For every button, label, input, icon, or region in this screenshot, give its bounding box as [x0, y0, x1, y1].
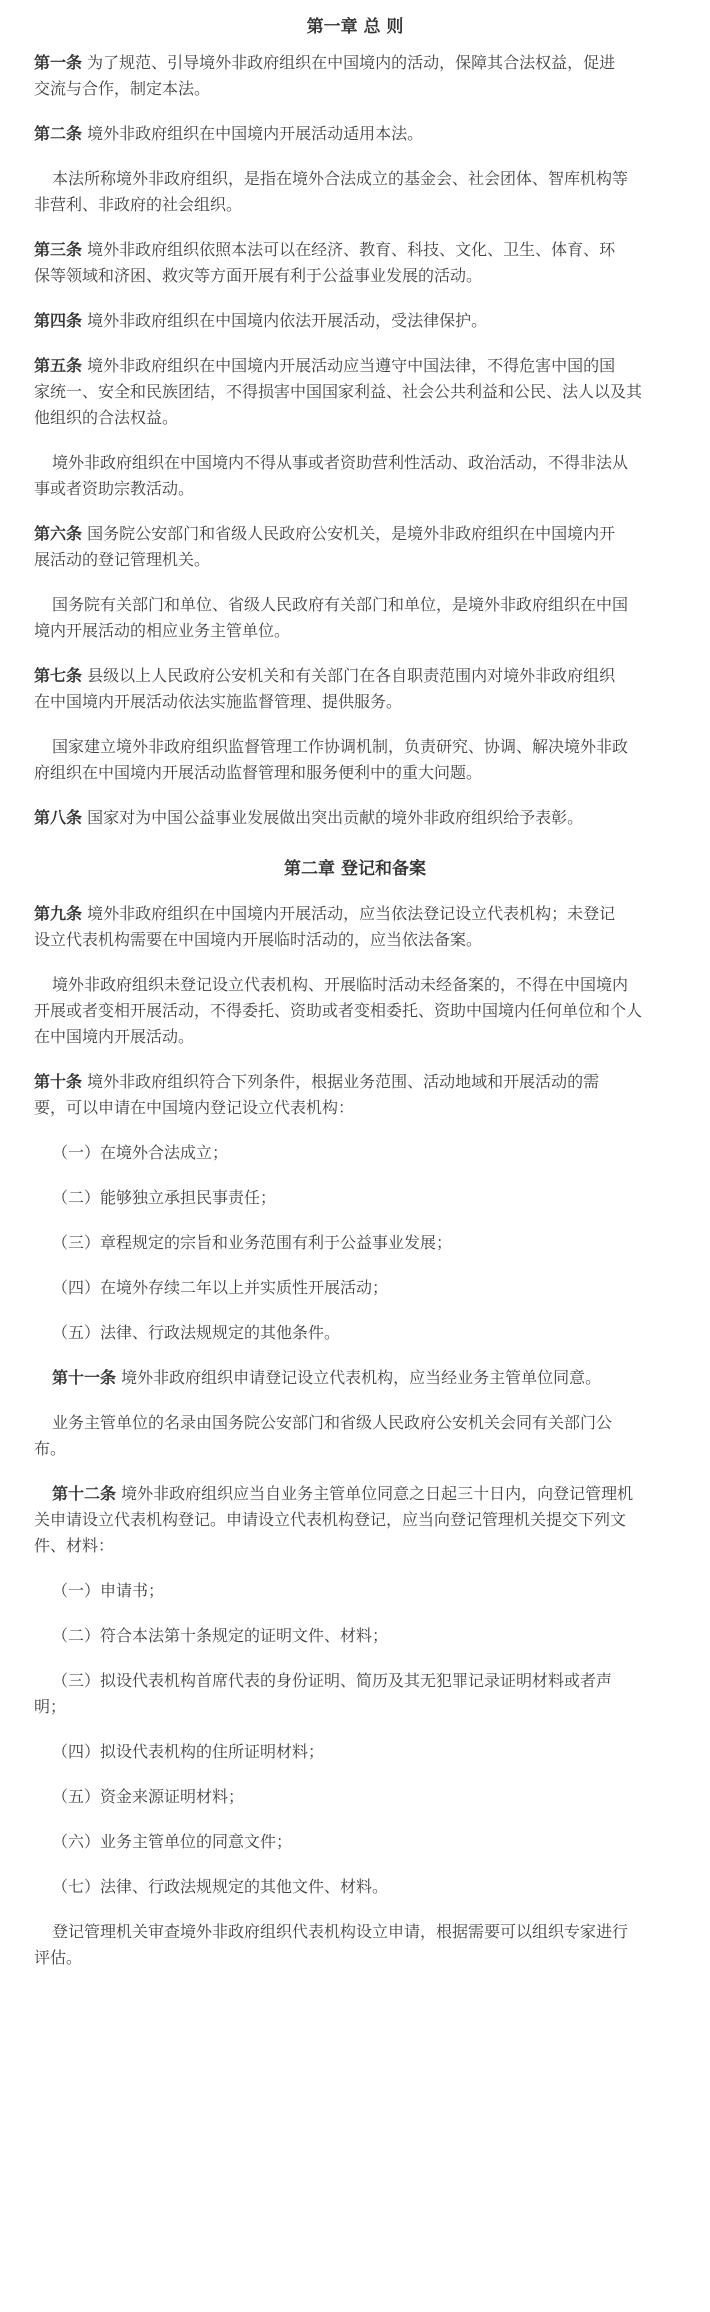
article-1-line-1: 第一条 为了规范、引导境外非政府组织在中国境内的活动，保障其合法权益，促进	[34, 53, 616, 72]
list-item: （三）拟设代表机构首席代表的身份证明、简历及其无犯罪记录证明材料或者声	[52, 1671, 613, 1690]
article-2-para-2-line-1: 本法所称境外非政府组织，是指在境外合法成立的基金会、社会团体、智库机构等	[52, 169, 629, 188]
article-number: 第五条	[34, 356, 83, 375]
article-7-para-2-line-1: 国家建立境外非政府组织监督管理工作协调机制，负责研究、协调、解决境外非政	[52, 737, 629, 756]
article-4-line-1: 第四条 境外非政府组织在中国境内依法开展活动，受法律保护。	[34, 311, 488, 330]
article-12-line-3: 件、材料：	[34, 1536, 115, 1555]
article-number: 第十条	[34, 1072, 83, 1091]
list-item: （二）能够独立承担民事责任；	[52, 1188, 277, 1207]
article-6-line-2: 展活动的登记管理机关。	[34, 550, 211, 569]
article-2-line-1: 第二条 境外非政府组织在中国境内开展活动适用本法。	[34, 124, 424, 143]
article-6-para-2-line-2: 境内开展活动的相应业务主管单位。	[34, 621, 291, 640]
article-10-line-2: 要，可以申请在中国境内登记设立代表机构：	[34, 1098, 355, 1117]
article-12-para-2-line-1: 登记管理机关审查境外非政府组织代表机构设立申请，根据需要可以组织专家进行	[52, 1922, 629, 1941]
article-5-line-2: 家统一、安全和民族团结，不得损害中国国家利益、社会公共利益和公民、法人以及其	[34, 382, 643, 401]
article-3-line-1: 第三条 境外非政府组织依照本法可以在经济、教育、科技、文化、卫生、体育、环	[34, 240, 616, 259]
article-5-line-1: 第五条 境外非政府组织在中国境内开展活动应当遵守中国法律，不得危害中国的国	[34, 356, 616, 375]
article-number: 第四条	[34, 311, 83, 330]
article-11-para-2-line-1: 业务主管单位的名录由国务院公安部门和省级人民政府公安机关会同有关部门公	[52, 1413, 613, 1432]
article-11-line-1: 第十一条 境外非政府组织申请登记设立代表机构，应当经业务主管单位同意。	[52, 1368, 602, 1387]
article-9-line-2: 设立代表机构需要在中国境内开展临时活动的，应当依法备案。	[34, 930, 483, 949]
article-7-line-1: 第七条 县级以上人民政府公安机关和有关部门在各自职责范围内对境外非政府组织	[34, 666, 616, 685]
article-7-line-2: 在中国境内开展活动依法实施监督管理、提供服务。	[34, 692, 403, 711]
article-9-line-1: 第九条 境外非政府组织在中国境内开展活动，应当依法登记设立代表机构；未登记	[34, 904, 616, 923]
article-7-para-2-line-2: 府组织在中国境内开展活动监督管理和服务便利中的重大问题。	[34, 763, 483, 782]
list-item: （四）拟设代表机构的住所证明材料；	[52, 1742, 325, 1761]
article-number: 第六条	[34, 524, 83, 543]
article-number: 第一条	[34, 53, 83, 72]
article-3-line-2: 保等领域和济困、救灾等方面开展有利于公益事业发展的活动。	[34, 266, 483, 285]
article-number: 第三条	[34, 240, 83, 259]
list-item: （三）章程规定的宗旨和业务范围有利于公益事业发展；	[52, 1233, 453, 1252]
article-5-para-2-line-2: 事或者资助宗教活动。	[34, 479, 195, 498]
list-item: （七）法律、行政法规规定的其他文件、材料。	[52, 1877, 389, 1896]
article-12-line-2: 关申请设立代表机构登记。申请设立代表机构登记，应当向登记管理机关提交下列文	[34, 1510, 627, 1529]
article-12-line-1: 第十二条 境外非政府组织应当自业务主管单位同意之日起三十日内，向登记管理机	[52, 1484, 634, 1503]
article-number: 第十一条	[52, 1368, 117, 1387]
article-number: 第十二条	[52, 1484, 117, 1503]
chapter-title: 第二章 登记和备案	[284, 859, 426, 879]
article-12-para-2-line-2: 评估。	[34, 1948, 83, 1967]
list-item: （一）申请书；	[52, 1581, 165, 1600]
article-9-para-2-line-1: 境外非政府组织未登记设立代表机构、开展临时活动未经备案的，不得在中国境内	[52, 975, 629, 994]
article-1-line-2: 交流与合作，制定本法。	[34, 79, 211, 98]
article-11-para-2-line-2: 布。	[34, 1439, 67, 1458]
article-number: 第八条	[34, 808, 83, 827]
article-9-para-2-line-2: 开展或者变相开展活动，不得委托、资助或者变相委托、资助中国境内任何单位和个人	[34, 1001, 643, 1020]
article-9-para-2-line-3: 在中国境内开展活动。	[34, 1027, 195, 1046]
chapter-title: 第一章 总 则	[306, 17, 404, 37]
list-item: （五）法律、行政法规规定的其他条件。	[52, 1323, 341, 1342]
article-number: 第七条	[34, 666, 83, 685]
article-6-para-2-line-1: 国务院有关部门和单位、省级人民政府有关部门和单位，是境外非政府组织在中国	[52, 595, 629, 614]
article-2-para-2-line-2: 非营利、非政府的社会组织。	[34, 195, 243, 214]
article-number: 第二条	[34, 124, 83, 143]
list-item: （六）业务主管单位的同意文件；	[52, 1832, 293, 1851]
list-item: （二）符合本法第十条规定的证明文件、材料；	[52, 1626, 389, 1645]
list-item: （五）资金来源证明材料；	[52, 1787, 245, 1806]
list-item: （一）在境外合法成立；	[52, 1143, 229, 1162]
article-8-line-1: 第八条 国家对为中国公益事业发展做出突出贡献的境外非政府组织给予表彰。	[34, 808, 584, 827]
list-item-continuation: 明；	[34, 1697, 67, 1716]
article-6-line-1: 第六条 国务院公安部门和省级人民政府公安机关，是境外非政府组织在中国境内开	[34, 524, 616, 543]
article-5-para-2-line-1: 境外非政府组织在中国境内不得从事或者资助营利性活动、政治活动，不得非法从	[52, 453, 629, 472]
article-10-line-1: 第十条 境外非政府组织符合下列条件，根据业务范围、活动地域和开展活动的需	[34, 1072, 600, 1091]
article-number: 第九条	[34, 904, 83, 923]
list-item: （四）在境外存续二年以上并实质性开展活动；	[52, 1278, 389, 1297]
article-5-line-3: 他组织的合法权益。	[34, 408, 179, 427]
